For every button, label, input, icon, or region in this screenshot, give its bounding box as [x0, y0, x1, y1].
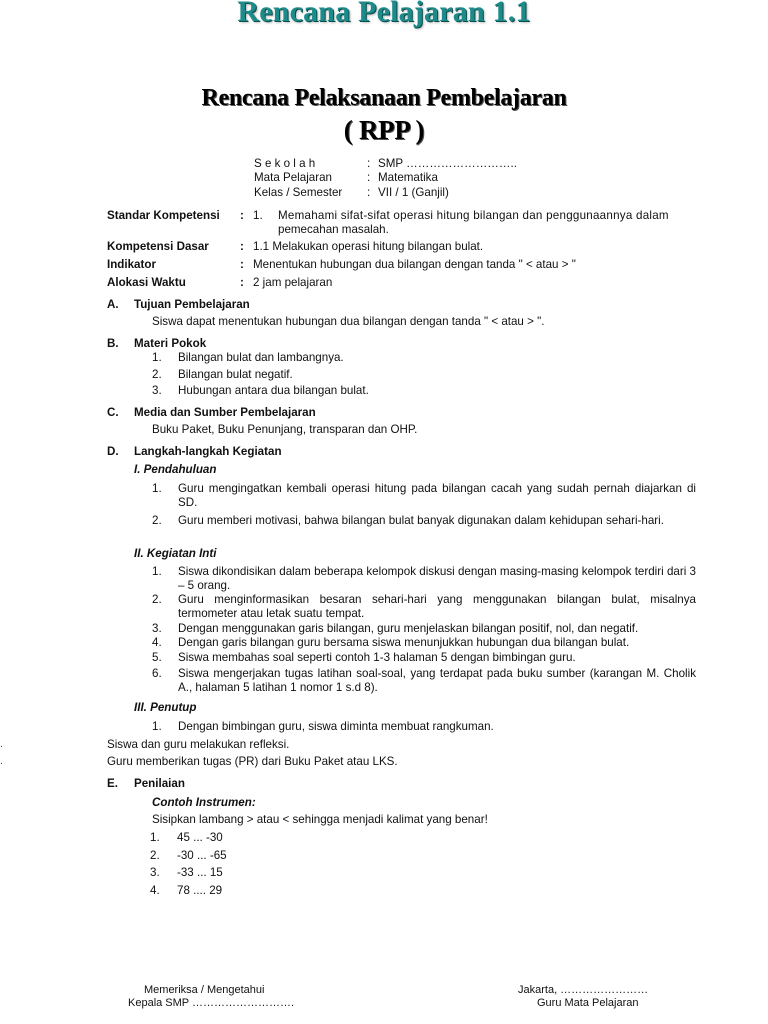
- bullet-dot: .: [0, 756, 3, 767]
- bullet-dot: .: [0, 739, 3, 750]
- list-item: Siswa membahas soal seperti contoh 1-3 halaman 5 dengan bimbingan guru.: [178, 651, 576, 664]
- identity-label-kelas: Kelas / Semester: [254, 186, 343, 199]
- list-item: 45 ... -30: [177, 831, 223, 844]
- list-item-num: 1.: [152, 351, 162, 364]
- alokasi-value: 2 jam pelajaran: [253, 276, 333, 289]
- section-b-letter: B.: [107, 337, 119, 350]
- document-subtitle: ( RPP ): [343, 115, 425, 145]
- list-item: 78 .... 29: [177, 884, 223, 897]
- identity-label-sekolah: S e k o l a h: [254, 157, 316, 170]
- subsection-kegiatan-inti-title: II. Kegiatan Inti: [134, 547, 217, 560]
- standar-sep: :: [240, 209, 244, 222]
- section-e-instruction: Sisipkan lambang > atau < sehingga menjadi kalimat yang benar!: [152, 813, 488, 826]
- list-item-num: 2.: [152, 514, 162, 527]
- alokasi-label: Alokasi Waktu: [107, 276, 186, 289]
- indikator-value: Menentukan hubungan dua bilangan dengan tanda " < atau > ": [253, 258, 576, 271]
- indikator-sep: :: [240, 258, 244, 271]
- signature-left-line2: Kepala SMP ……………………….: [128, 997, 295, 1009]
- loose-item-tugas: Guru memberikan tugas (PR) dari Buku Paket atau LKS.: [107, 755, 398, 768]
- kompetensi-sep: :: [240, 240, 244, 253]
- list-item: Bilangan bulat dan lambangnya.: [178, 351, 344, 364]
- list-item-num: 2.: [150, 849, 160, 862]
- list-item: Dengan menggunakan garis bilangan, guru menjelaskan bilangan positif, nol, dan negatif.: [178, 622, 639, 635]
- list-item-num: 2.: [152, 368, 162, 381]
- list-item-num: 1.: [152, 482, 162, 495]
- section-c-text: Buku Paket, Buku Penunjang, transparan dan OHP.: [152, 423, 418, 436]
- section-c-letter: C.: [107, 406, 119, 419]
- signature-right-line2: Guru Mata Pelajaran: [537, 997, 639, 1009]
- standar-line1: Memahami sifat-sifat operasi hitung bilangan dan penggunaannya dalam: [278, 209, 669, 222]
- list-item-num: 1.: [150, 831, 160, 844]
- identity-label-mapel: Mata Pelajaran: [254, 171, 332, 184]
- list-item-num: 4.: [150, 884, 160, 897]
- list-item-num: 3.: [152, 384, 162, 397]
- list-item-num: 1.: [152, 720, 162, 733]
- list-item: Bilangan bulat negatif.: [178, 368, 293, 381]
- loose-item-refleksi: Siswa dan guru melakukan refleksi.: [107, 738, 290, 751]
- list-item: Dengan bimbingan guru, siswa diminta membuat rangkuman.: [178, 720, 494, 733]
- kompetensi-value: 1.1 Melakukan operasi hitung bilangan bulat.: [253, 240, 484, 253]
- list-item: Guru mengingatkan kembali operasi hitung pada bilangan cacah yang sudah pernah diajarkan di SD.: [178, 482, 696, 509]
- document-title: Rencana Pelaksanaan Pembelajaran: [201, 85, 567, 111]
- list-item-num: 5.: [152, 651, 162, 664]
- list-item: Guru memberi motivasi, bahwa bilangan bulat banyak digunakan dalam kehidupan sehari-hari.: [178, 514, 664, 527]
- page-banner: Rencana Pelajaran 1.1: [237, 0, 531, 28]
- section-a-letter: A.: [107, 298, 119, 311]
- section-d-letter: D.: [107, 445, 119, 458]
- standar-num: 1.: [253, 209, 263, 222]
- identity-value-sekolah: SMP ………………………..: [378, 157, 517, 170]
- list-item-num: 3.: [150, 866, 160, 879]
- list-item: -30 ... -65: [177, 849, 227, 862]
- list-item: Siswa mengerjakan tugas latihan soal-soal, yang terdapat pada buku sumber (karangan M. Cholik A., halaman 5 latihan 1 nomor 1 s.d 8).: [178, 667, 696, 694]
- list-item: Hubungan antara dua bilangan bulat.: [178, 384, 369, 397]
- standar-line2: pemecahan masalah.: [278, 223, 389, 236]
- subsection-penutup-title: III. Penutup: [134, 701, 197, 714]
- indikator-label: Indikator: [107, 258, 156, 271]
- section-a-text: Siswa dapat menentukan hubungan dua bilangan dengan tanda " < atau > ".: [152, 315, 545, 328]
- identity-sep: :: [367, 186, 371, 199]
- list-item-num: 4.: [152, 636, 162, 649]
- alokasi-sep: :: [240, 276, 244, 289]
- list-item-num: 6.: [152, 667, 162, 680]
- signature-right-line1: Jakarta, ……………………: [518, 984, 649, 996]
- signature-left-line1: Memeriksa / Mengetahui: [144, 984, 265, 996]
- list-item: Dengan garis bilangan guru bersama siswa menunjukkan hubungan dua bilangan bulat.: [178, 636, 630, 649]
- standar-label: Standar Kompetensi: [107, 209, 220, 222]
- subsection-pendahuluan-title: I. Pendahuluan: [134, 463, 217, 476]
- list-item-num: 3.: [152, 622, 162, 635]
- identity-sep: :: [367, 171, 371, 184]
- identity-value-mapel: Matematika: [378, 171, 438, 184]
- section-e-subtitle: Contoh Instrumen:: [152, 796, 256, 809]
- kompetensi-label: Kompetensi Dasar: [107, 240, 209, 253]
- list-item-num: 2.: [152, 593, 162, 606]
- identity-sep: :: [367, 157, 371, 170]
- identity-value-kelas: VII / 1 (Ganjil): [378, 186, 449, 199]
- list-item: Guru menginformasikan besaran sehari-hari yang menggunakan bilangan bulat, misalnya termometer atau letak suatu tempat.: [178, 593, 696, 620]
- section-c-title: Media dan Sumber Pembelajaran: [134, 406, 316, 419]
- section-e-letter: E.: [107, 777, 118, 790]
- list-item: -33 ... 15: [177, 866, 223, 879]
- list-item-num: 1.: [152, 565, 162, 578]
- section-e-title: Penilaian: [134, 777, 185, 790]
- section-a-title: Tujuan Pembelajaran: [134, 298, 250, 311]
- list-item: Siswa dikondisikan dalam beberapa kelompok diskusi dengan masing-masing kelompok terdiri dari 3 – 5 orang.: [178, 565, 696, 592]
- section-b-title: Materi Pokok: [134, 337, 207, 350]
- section-d-title: Langkah-langkah Kegiatan: [134, 445, 282, 458]
